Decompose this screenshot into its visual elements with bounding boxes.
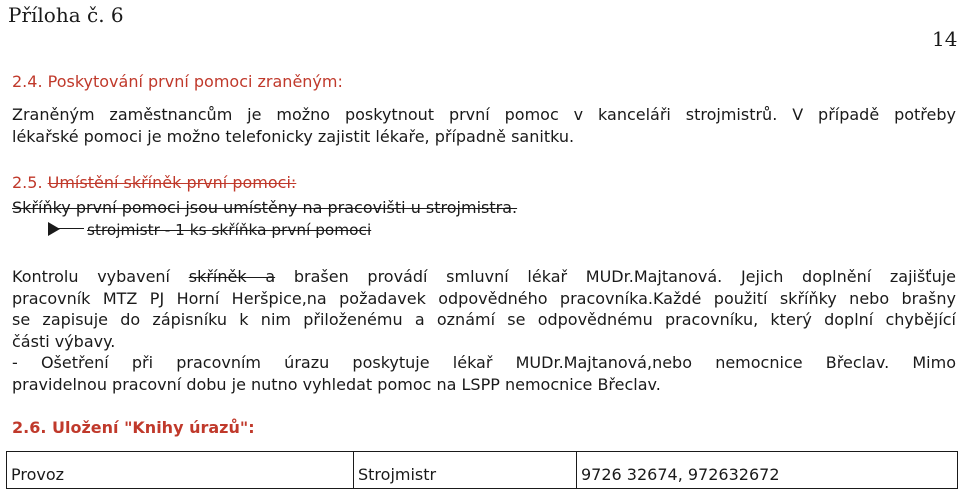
section-heading-2-4: 2.4. Poskytování první pomoci zraněným: [12, 72, 343, 91]
paragraph-line: lékařské pomoci je možno telefonicky zajistit lékaře, případně sanitku. [12, 126, 575, 146]
section-heading-2-5 [12, 173, 296, 192]
cabinet-location-line: Skříňky první pomoci jsou umístěny na pracovišti u strojmistra. [12, 198, 518, 217]
para-struck: skříněk a [188, 267, 276, 286]
paragraph-line: části výbavy. [12, 331, 116, 351]
table-cell-phone: 9726 32674, 972632672 [577, 452, 958, 489]
section-2-4-paragraph [12, 104, 956, 147]
paragraph-line: - Ošetření při pracovním úrazu poskytuje lékař MUDr.Majtanová,nebo nemocnice Břeclav. Mimo [12, 353, 956, 372]
page-number: 14 [932, 27, 958, 51]
heading-text: Umístění skříněk první pomoci: [47, 173, 297, 192]
bullet-strike-line [48, 228, 84, 229]
section-2-5-paragraph [12, 266, 956, 395]
injury-book-table [6, 451, 958, 489]
section-heading-2-6: 2.6. Uložení "Knihy úrazů": [12, 418, 255, 437]
table-cell-strojmistr: Strojmistr [354, 452, 577, 489]
paragraph-line: pravidelnou pracovní dobu je nutno vyhledat pomoc na LSPP nemocnice Břeclav. [12, 374, 661, 394]
paragraph-line: Zraněným zaměstnancům je možno poskytnout první pomoc v kanceláři strojmistrů. V případě potřeby [12, 105, 956, 124]
paragraph-line: se zapisuje do zápisníku k nim přiloženému a oznámí se odpovědnému pracovníku, který doplní chybějící [12, 310, 956, 329]
paragraph-line: pracovník MTZ PJ Horní Heršpice,na požadavek odpovědného pracovníka.Každé použití skříňky nebo brašny [12, 288, 956, 308]
attachment-label: Příloha č. 6 [8, 3, 124, 27]
heading-number: 2.5. [12, 173, 43, 192]
para-start: Kontrolu vybavení [12, 267, 171, 286]
table-cell-provoz: Provoz [7, 452, 354, 489]
paragraph-line [12, 266, 956, 288]
table-row [7, 452, 958, 489]
para-rest: brašen provádí smluvní lékař MUDr.Majtanová. Jejich doplnění zajišťuje [293, 267, 956, 286]
bullet-item: strojmistr - 1 ks skříňka první pomoci [87, 221, 372, 239]
